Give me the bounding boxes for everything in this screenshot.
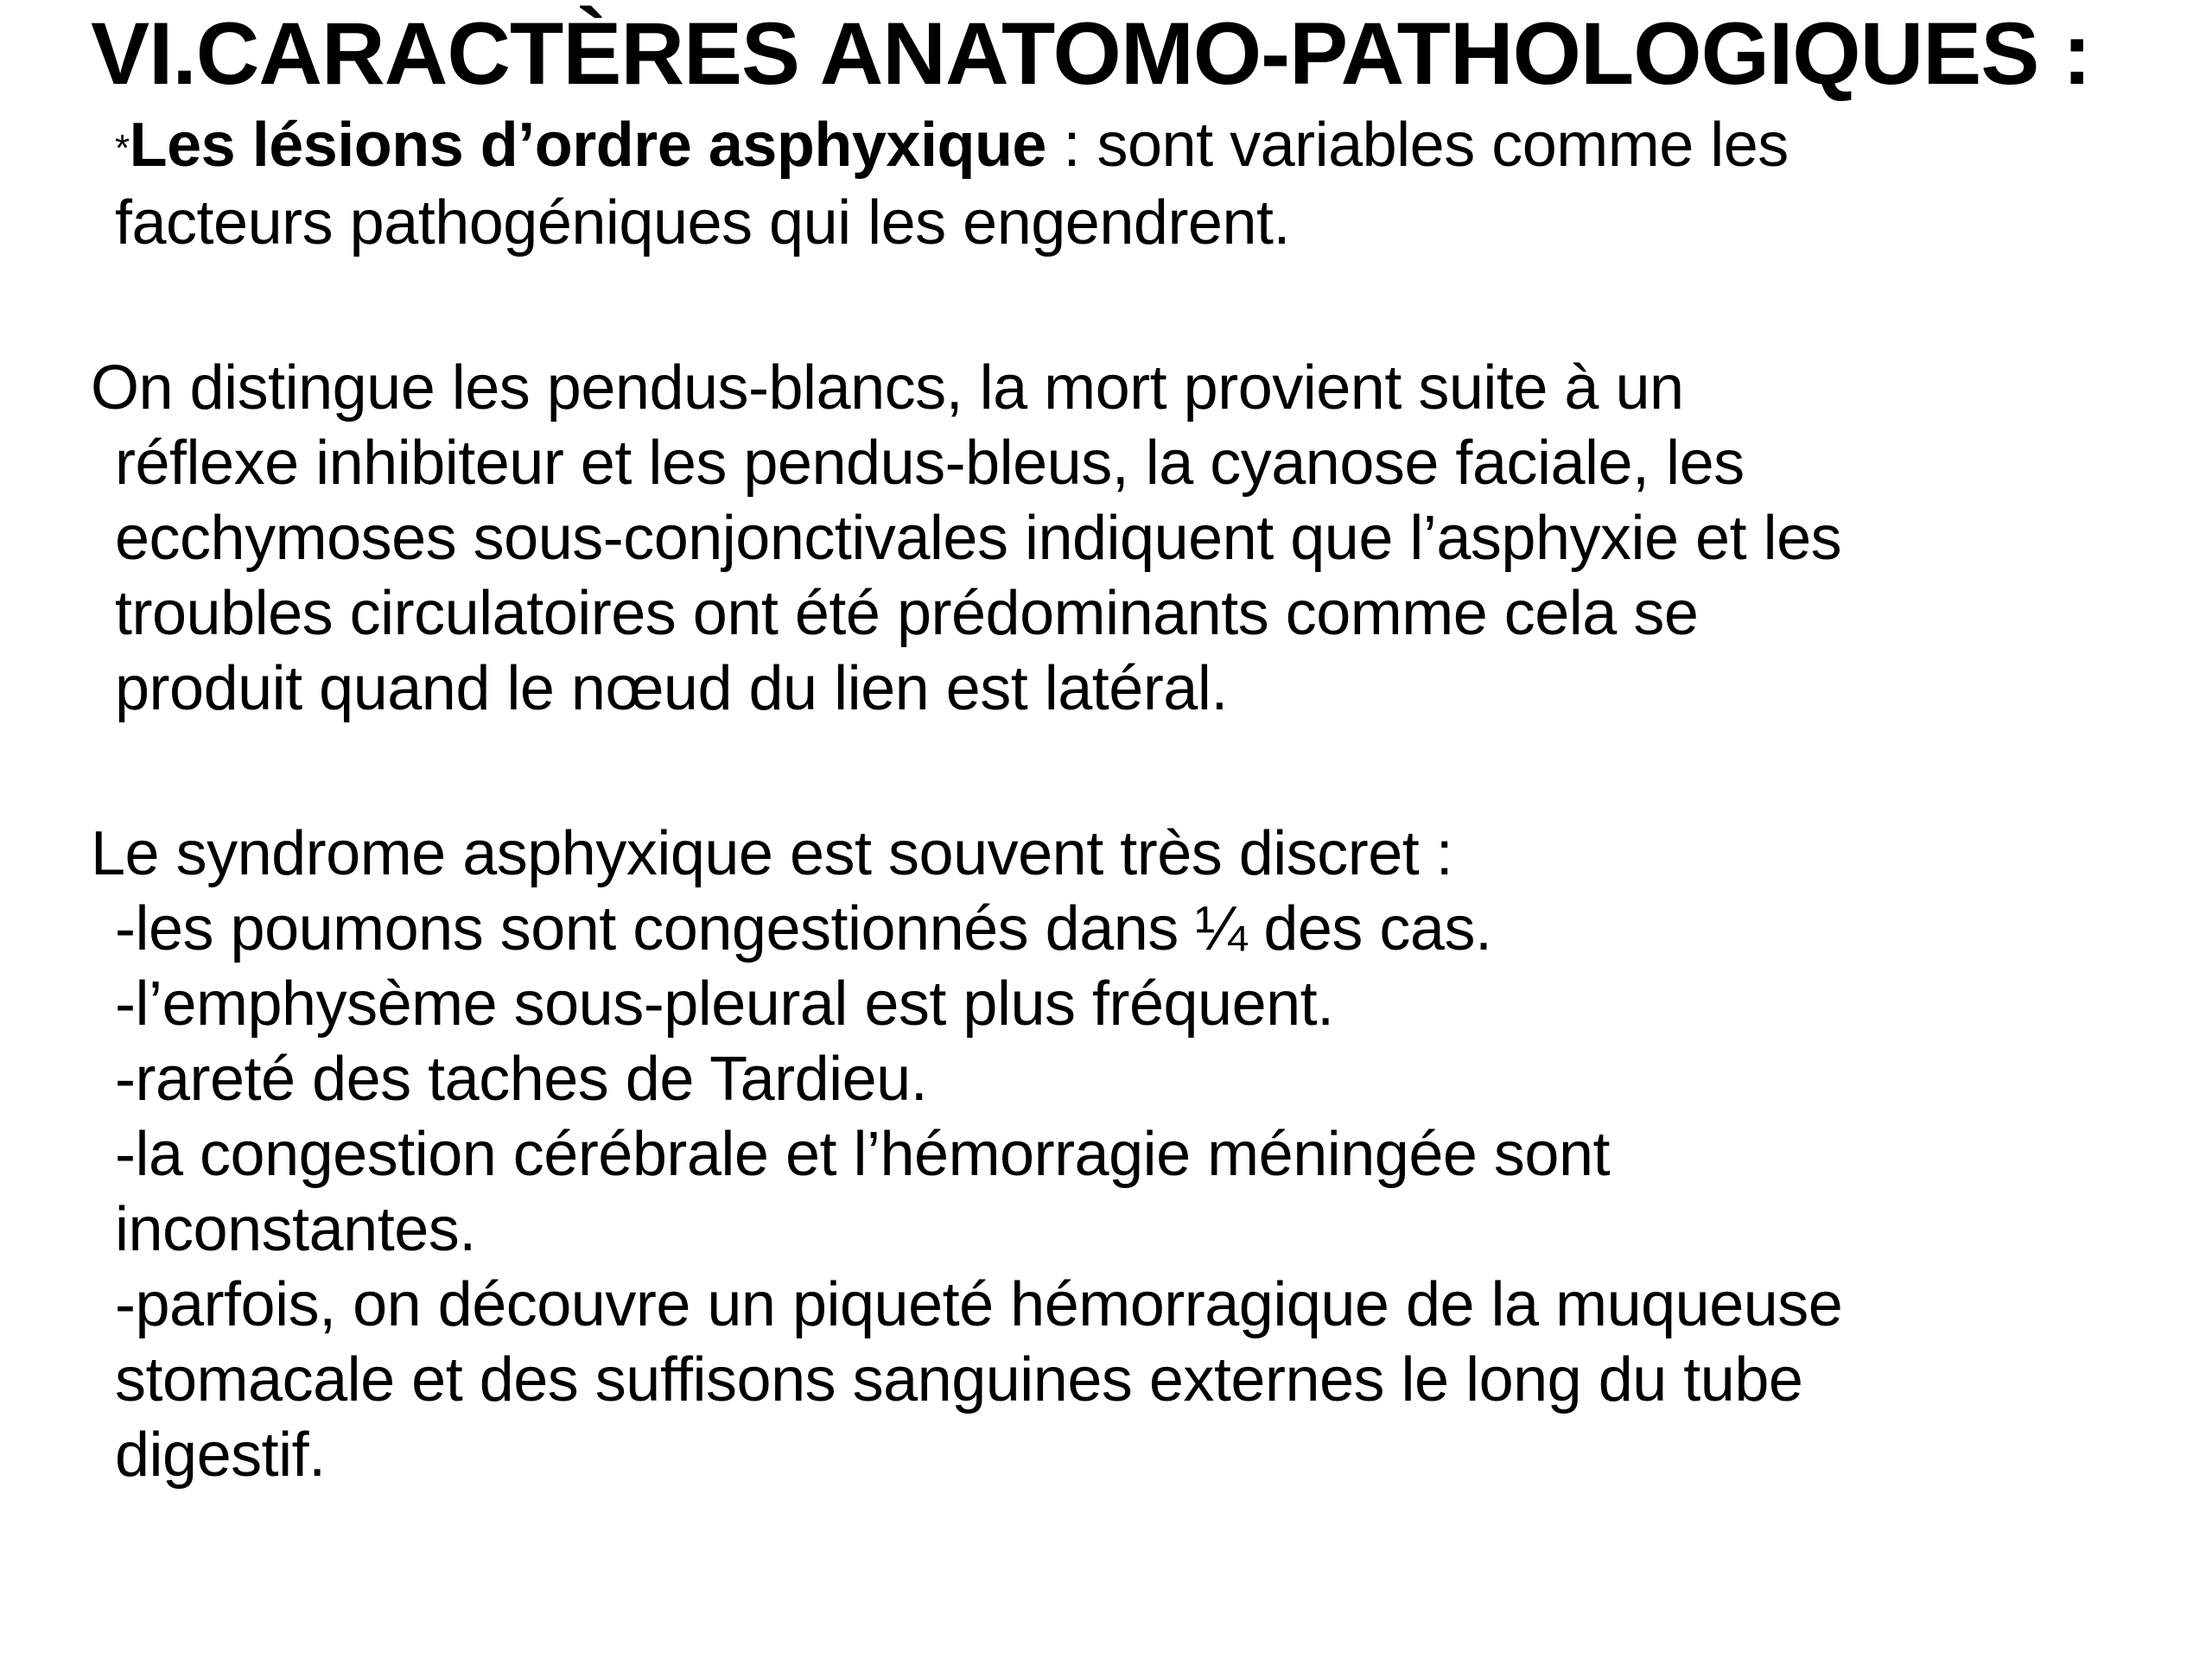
intro-continuation: facteurs pathogéniques qui les engendrent. xyxy=(115,188,1291,257)
intro-rest: : sont variables comme les xyxy=(1046,111,1789,180)
syndrome-item-4: -la congestion cérébrale et l’hémorragie méningée sont xyxy=(115,1120,1611,1189)
paragraph2-line-4: troubles circulatoires ont été prédominants comme cela se xyxy=(115,579,1699,648)
syndrome-item-2: -l’emphysème sous-pleural est plus fréquent. xyxy=(115,969,1334,1039)
paragraph-spacer xyxy=(91,727,2182,817)
paragraph2-line-1: On distingue les pendus-blancs, la mort provient suite à un xyxy=(91,353,1684,423)
paragraph2-line-2: réflexe inhibiteur et les pendus-bleus, la cyanose faciale, les xyxy=(115,429,1745,498)
syndrome-item-5-continuation: stomacale et des suffisons sanguines externes le long du tube xyxy=(115,1345,1803,1414)
syndrome-heading: Le syndrome asphyxique est souvent très discret : xyxy=(91,819,1453,888)
intro-line xyxy=(91,108,2182,186)
syndrome-item-1: -les poumons sont congestionnés dans ¼ des cas. xyxy=(115,894,1492,963)
intro-bold-term: Les lésions d’ordre asphyxique xyxy=(129,111,1046,180)
syndrome-item-5: -parfois, on découvre un piqueté hémorragique de la muqueuse xyxy=(115,1270,1843,1339)
paragraph2-line-3: ecchymoses sous-conjonctivales indiquent que l’asphyxie et les xyxy=(115,504,1842,573)
syndrome-item-3: -rareté des taches de Tardieu. xyxy=(115,1045,928,1114)
paragraph-spacer xyxy=(91,261,2182,351)
paragraph2-line-5: produit quand le nœud du lien est latéral. xyxy=(115,654,1228,723)
syndrome-item-5-end: digestif. xyxy=(115,1421,326,1490)
slide-title: VI.CARACTÈRES ANATOMO-PATHOLOGIQUES : xyxy=(91,4,2091,103)
slide-body xyxy=(91,108,2182,1493)
asterisk-bullet: * xyxy=(115,127,130,169)
syndrome-item-4-continuation: inconstantes. xyxy=(115,1195,476,1264)
